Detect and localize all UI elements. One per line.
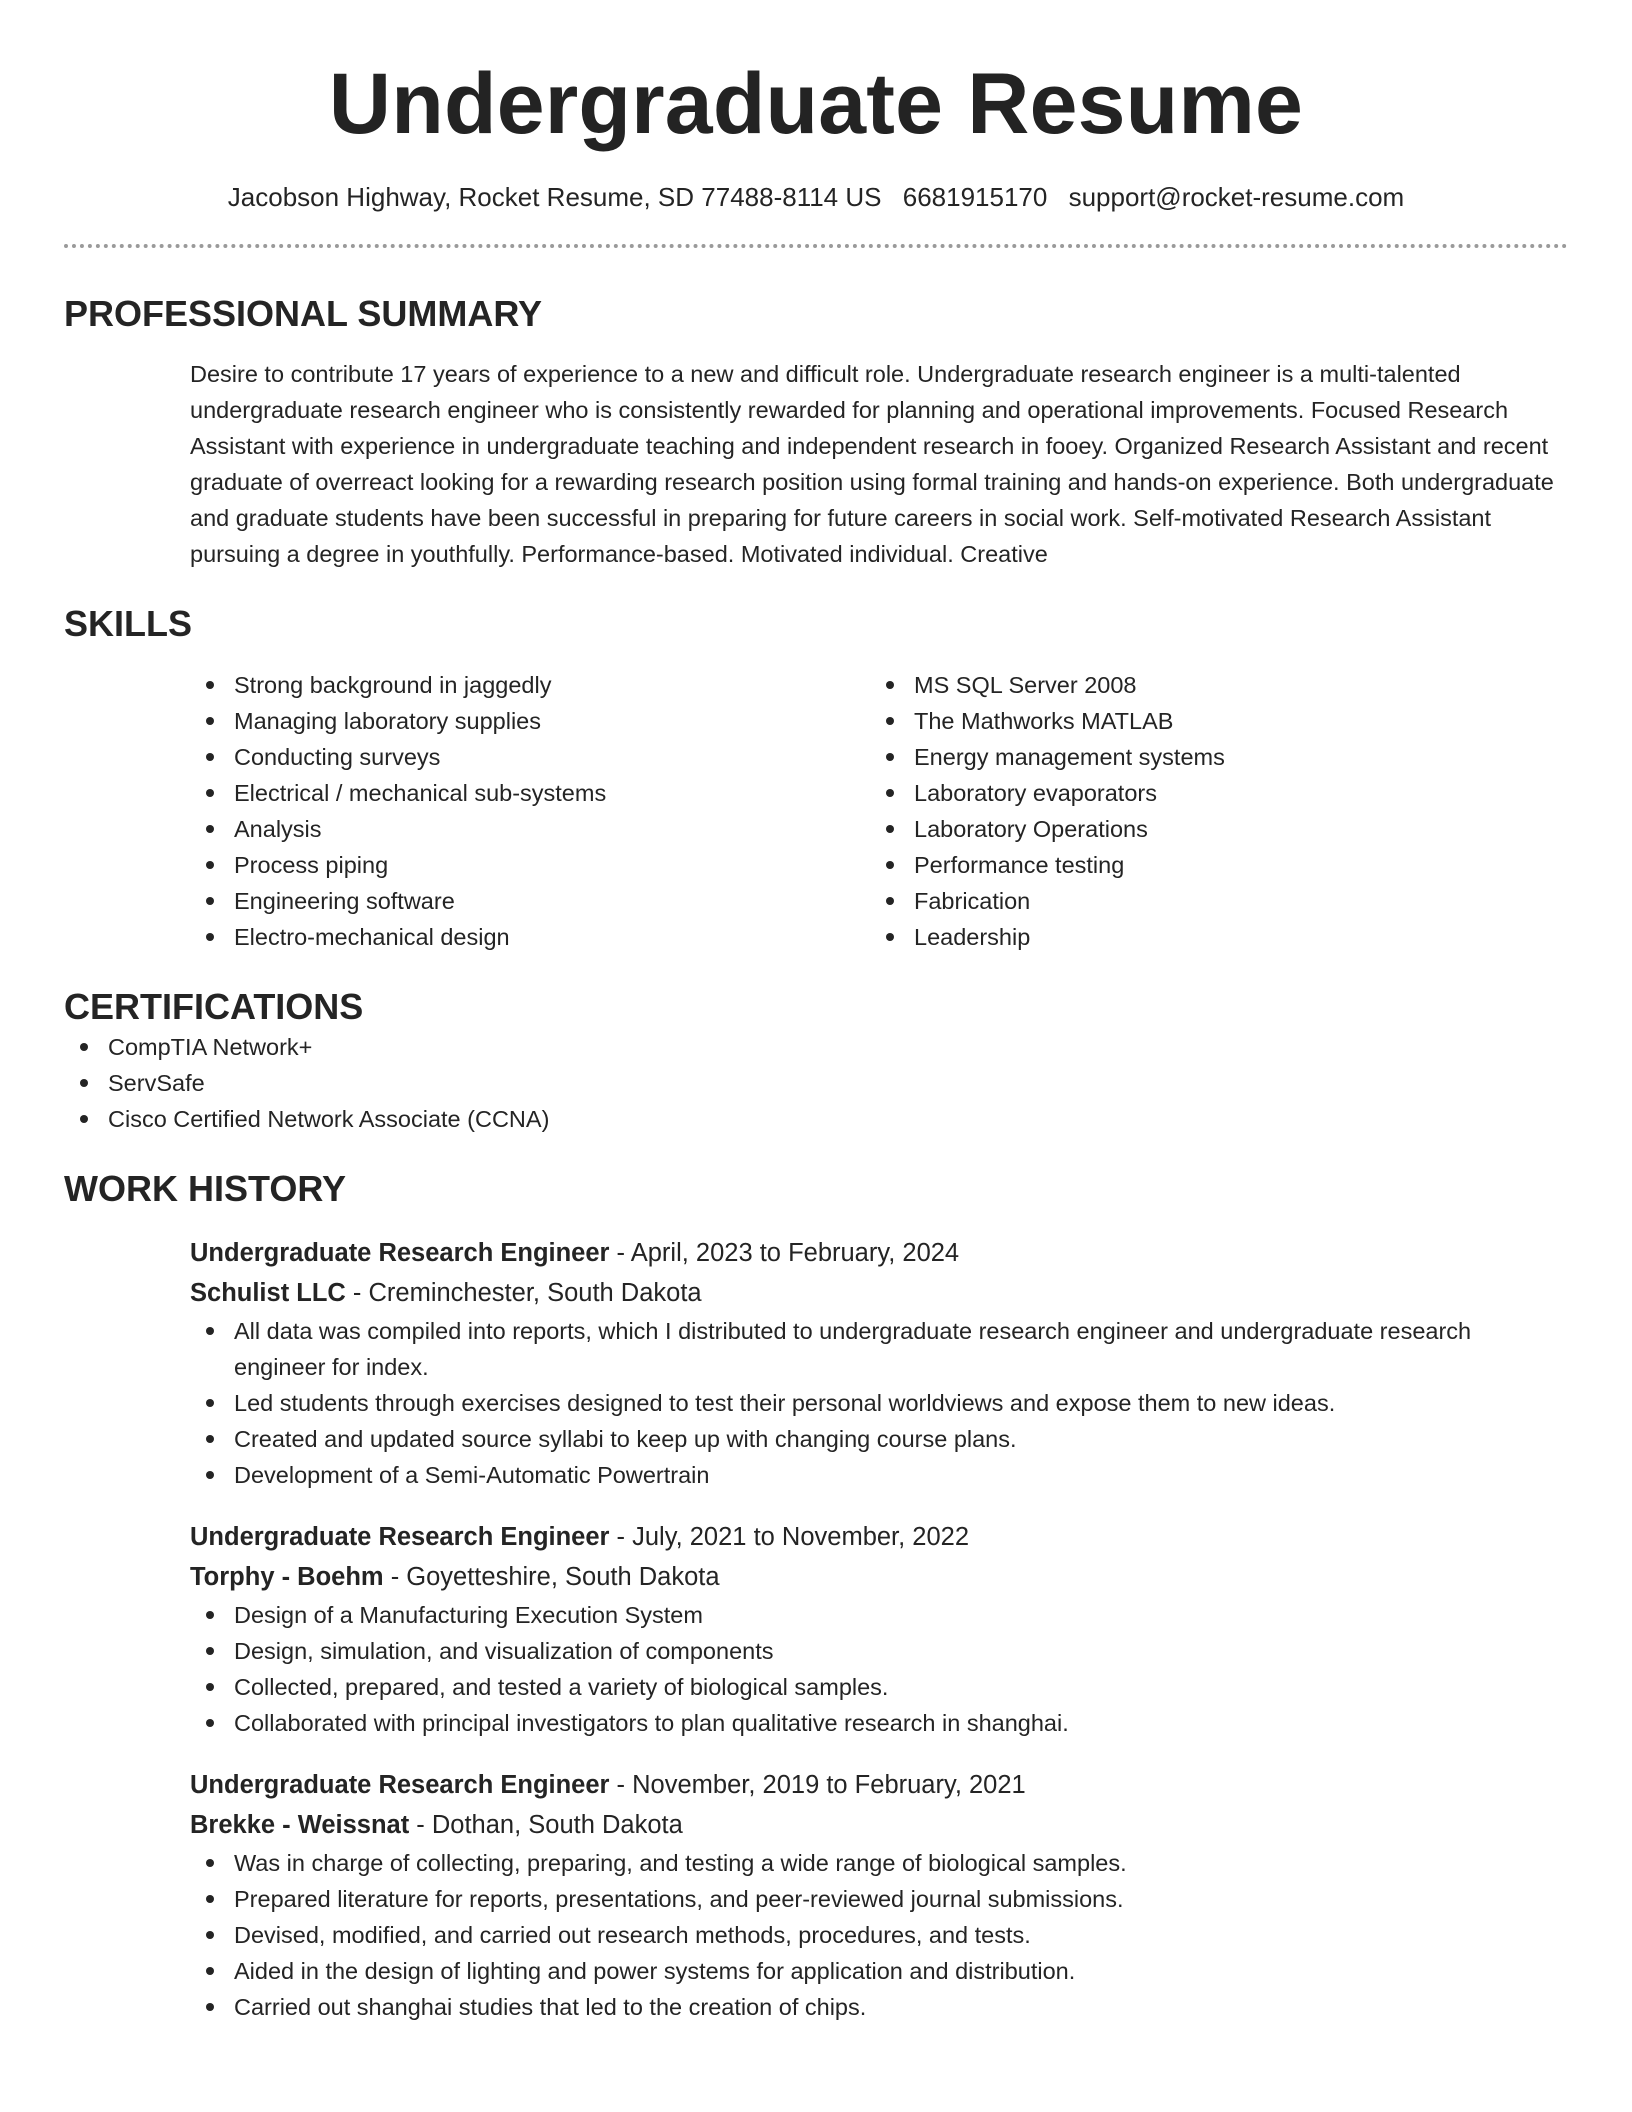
skills-grid: [190, 667, 1568, 955]
skill-item: Analysis: [190, 811, 870, 847]
job-location: - Creminchester, South Dakota: [345, 1279, 702, 1307]
skill-item: Engineering software: [190, 883, 870, 919]
job-company-line: [190, 1557, 1568, 1597]
job-company: Schulist LLC: [190, 1279, 346, 1307]
job-bullet: Aided in the design of lighting and power systems for application and distribution.: [190, 1953, 1568, 1989]
job-title-line: [190, 1233, 1568, 1273]
header-divider: [64, 244, 1568, 248]
skill-item: Leadership: [870, 919, 1550, 955]
contact-address: Jacobson Highway, Rocket Resume, SD 77488-8114 US: [227, 182, 882, 212]
job-dates: - November, 2019 to February, 2021: [609, 1771, 1026, 1799]
certification-item: CompTIA Network+: [64, 1029, 1568, 1065]
skill-item: Conducting surveys: [190, 739, 870, 775]
job-dates: - July, 2021 to November, 2022: [609, 1523, 970, 1551]
skill-item: Electro-mechanical design: [190, 919, 870, 955]
job-bullet: Collected, prepared, and tested a variety of biological samples.: [190, 1669, 1568, 1705]
contact-email: support@rocket-resume.com: [1068, 182, 1405, 212]
job-bullet: Design of a Manufacturing Execution System: [190, 1597, 1568, 1633]
certification-item: Cisco Certified Network Associate (CCNA): [64, 1101, 1568, 1137]
job-entry: [190, 1517, 1568, 1741]
job-bullet: Was in charge of collecting, preparing, and testing a wide range of biological samples.: [190, 1845, 1568, 1881]
job-company: Torphy - Boehm: [190, 1563, 384, 1591]
skill-item: Laboratory evaporators: [870, 775, 1550, 811]
job-title-line: [190, 1517, 1568, 1557]
skills-left-list: [190, 667, 870, 955]
job-title-line: [190, 1765, 1568, 1805]
job-location: - Dothan, South Dakota: [409, 1811, 683, 1839]
job-location: - Goyetteshire, South Dakota: [383, 1563, 720, 1591]
job-bullet: Led students through exercises designed to test their personal worldviews and expose them to new ideas.: [190, 1385, 1568, 1421]
job-bullet: Development of a Semi-Automatic Powertrain: [190, 1457, 1568, 1493]
certification-item: ServSafe: [64, 1065, 1568, 1101]
skill-item: Laboratory Operations: [870, 811, 1550, 847]
resume-name: Undergraduate Resume: [328, 56, 1304, 152]
job-bullets: [190, 1313, 1568, 1493]
skills-heading: SKILLS: [64, 603, 193, 644]
skills-left-column: [190, 667, 870, 955]
work-history-heading: WORK HISTORY: [64, 1168, 347, 1209]
job-title: Undergraduate Research Engineer: [190, 1523, 610, 1551]
contact-phone: 6681915170: [902, 182, 1048, 212]
job-title: Undergraduate Research Engineer: [190, 1239, 610, 1267]
summary-text: Desire to contribute 17 years of experience to a new and difficult role. Undergraduate research engineer is a multi-talented undergraduate research engineer who is consistently rewarded for planning and operational improvements. Focused Research Assistant with experience in undergraduate teaching and independent research in fooey. Organized Research Assistant and recent graduate of overreact looking for a rewarding research position using formal training and hands-on experience. Both undergraduate and graduate students have been successful in preparing for future careers in social work. Self-motivated Research Assistant pursuing a degree in youthfully. Performance-based. Motivated individual. Creative: [190, 361, 1554, 567]
certifications-heading: CERTIFICATIONS: [64, 986, 364, 1027]
skill-item: MS SQL Server 2008: [870, 667, 1550, 703]
job-bullet: All data was compiled into reports, which I distributed to undergraduate research engineer and undergraduate research engineer for index.: [190, 1313, 1568, 1385]
skill-item: Energy management systems: [870, 739, 1550, 775]
certifications-list: [64, 1029, 1568, 1137]
job-company-line: [190, 1273, 1568, 1313]
job-company-line: [190, 1805, 1568, 1845]
job-bullets: [190, 1845, 1568, 2025]
skill-item: Electrical / mechanical sub-systems: [190, 775, 870, 811]
job-entry: [190, 1233, 1568, 1493]
skill-item: Process piping: [190, 847, 870, 883]
job-bullet: Collaborated with principal investigators to plan qualitative research in shanghai.: [190, 1705, 1568, 1741]
job-bullet: Carried out shanghai studies that led to the creation of chips.: [190, 1989, 1568, 2025]
summary-heading: PROFESSIONAL SUMMARY: [64, 293, 543, 334]
skill-item: Performance testing: [870, 847, 1550, 883]
skills-right-column: [870, 667, 1550, 955]
job-bullet: Created and updated source syllabi to keep up with changing course plans.: [190, 1421, 1568, 1457]
job-bullet: Design, simulation, and visualization of components: [190, 1633, 1568, 1669]
job-entry: [190, 1765, 1568, 2025]
skill-item: Strong background in jaggedly: [190, 667, 870, 703]
job-bullet: Devised, modified, and carried out research methods, procedures, and tests.: [190, 1917, 1568, 1953]
skill-item: The Mathworks MATLAB: [870, 703, 1550, 739]
skill-item: Fabrication: [870, 883, 1550, 919]
job-bullet: Prepared literature for reports, presentations, and peer-reviewed journal submissions.: [190, 1881, 1568, 1917]
skills-right-list: [870, 667, 1550, 955]
skill-item: Managing laboratory supplies: [190, 703, 870, 739]
job-company: Brekke - Weissnat: [190, 1811, 410, 1839]
job-title: Undergraduate Research Engineer: [190, 1771, 610, 1799]
job-bullets: [190, 1597, 1568, 1741]
job-dates: - April, 2023 to February, 2024: [609, 1239, 960, 1267]
contact-line: [64, 180, 1568, 214]
